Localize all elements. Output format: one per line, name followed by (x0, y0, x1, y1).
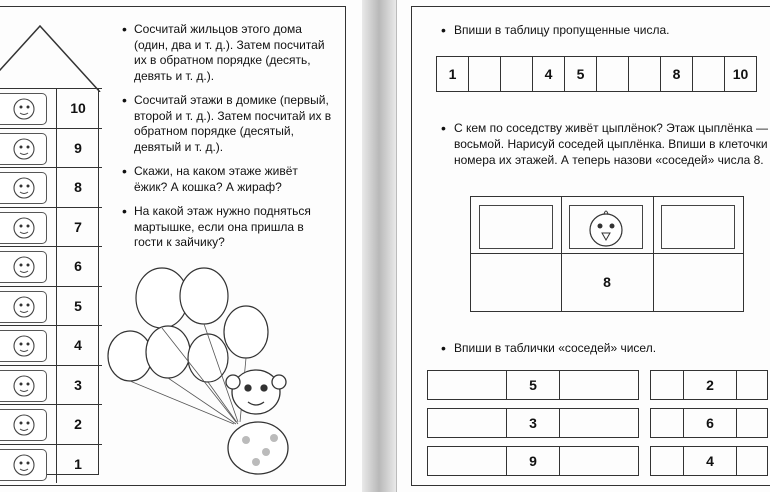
dog-icon (0, 251, 47, 283)
floor-number: 5 (56, 287, 99, 326)
empty-number-cell[interactable] (597, 57, 629, 91)
neighbor-empty-cell[interactable] (651, 447, 684, 475)
house-floor (0, 325, 102, 365)
neighbor-empty-cell[interactable] (651, 409, 684, 437)
neighbor-drawing-box[interactable] (661, 205, 735, 249)
instruction-monkey-visit: • На какой этаж нужно подняться мартышке, если она пришла в гости к зайчику? (122, 204, 334, 251)
house-floor (0, 246, 102, 286)
left-page (0, 0, 363, 492)
neighbor-drawing-box[interactable] (479, 205, 553, 249)
house-floors (0, 88, 102, 483)
floor-number: 8 (56, 168, 99, 207)
chick-icon (0, 172, 47, 204)
grid-divider (653, 197, 654, 311)
neighbor-table (427, 370, 639, 400)
empty-number-cell[interactable] (469, 57, 501, 91)
floor-number: 6 (56, 247, 99, 286)
floor-number: 1 (56, 445, 99, 484)
book-gutter (362, 0, 396, 492)
left-instructions (122, 22, 334, 260)
balloon-icon (224, 306, 268, 358)
instruction-which-floor: • Скажи, на каком этаже живёт ёжик? А кошка? А жираф? (122, 164, 334, 195)
neighbor-center-number: 2 (684, 371, 737, 399)
number-cell: 1 (437, 57, 469, 91)
neighbor-center-number: 4 (684, 447, 737, 475)
neighbor-table (427, 408, 639, 438)
floor-number: 10 (56, 89, 99, 128)
neighbor-empty-cell[interactable] (737, 371, 767, 399)
neighbor-empty-cell[interactable] (560, 447, 638, 475)
floor-number: 3 (56, 366, 99, 405)
balloon-icon (108, 331, 152, 381)
chick-neighbors-grid (470, 196, 744, 312)
empty-number-cell[interactable] (501, 57, 533, 91)
neighbor-center-number: 3 (507, 409, 560, 437)
missing-numbers-table (436, 56, 757, 92)
mouse-icon (0, 370, 47, 402)
house-floor (0, 128, 102, 168)
neighbor-center-number: 9 (507, 447, 560, 475)
number-cell: 4 (533, 57, 565, 91)
chick-floor-number: 8 (603, 274, 611, 290)
neighbor-center-number: 6 (684, 409, 737, 437)
task-chick-neighbors: • С кем по соседству живёт цыплёнок? Этаж цыплёнка — восьмой. Нарисуй соседей цыплёнка. Впиши в клеточки номера их этажей. А теперь назови «соседей» числа 8. (441, 120, 770, 168)
neighbor-empty-cell[interactable] (737, 409, 767, 437)
neighbor-empty-cell[interactable] (560, 371, 638, 399)
house-floor (0, 404, 102, 444)
house-floor (0, 88, 102, 128)
cat-icon (0, 212, 47, 244)
neighbor-empty-cell[interactable] (737, 447, 767, 475)
number-cell: 5 (565, 57, 597, 91)
balloon-icon (180, 268, 228, 324)
house-floor (0, 167, 102, 207)
floor-number: 2 (56, 405, 99, 444)
house-floor (0, 365, 102, 405)
neighbor-empty-cell[interactable] (651, 371, 684, 399)
neighbor-table (427, 446, 639, 476)
rabbit-icon (0, 330, 47, 362)
chick-window (569, 205, 643, 249)
floor-number: 9 (56, 129, 99, 168)
seal-icon (0, 449, 47, 481)
house-floor (0, 286, 102, 326)
giraffe-icon (0, 93, 47, 125)
chick-icon (570, 206, 642, 248)
empty-number-cell[interactable] (629, 57, 661, 91)
number-cell: 10 (732, 66, 749, 82)
task-missing-numbers: • Впиши в таблицу пропущенные числа. (441, 22, 770, 38)
floor-number: 4 (56, 326, 99, 365)
neighbor-table (650, 446, 768, 476)
house-roof (0, 22, 140, 92)
empty-number-cell[interactable] (693, 57, 725, 91)
number-cell: 8 (661, 57, 693, 91)
bear-icon (0, 133, 47, 165)
neighbor-empty-cell[interactable] (428, 409, 507, 437)
instruction-count-floors: • Сосчитай этажи в домике (первый, второй и т. д.). Затем посчитай их в обратном порядке (десятый, девятый и т. д.). (122, 93, 334, 155)
neighbor-table (650, 408, 768, 438)
monkey-with-balloons-illustration (106, 262, 296, 484)
neighbor-empty-cell[interactable] (560, 409, 638, 437)
neighbor-empty-cell[interactable] (428, 371, 507, 399)
house-floor (0, 207, 102, 247)
fox-icon (0, 409, 47, 441)
hedgehog-icon (0, 291, 47, 323)
instruction-count-residents: • Сосчитай жильцов этого дома (один, два и т. д.). Затем посчитай их в обратном порядке (десять, девять и т. д.). (122, 22, 334, 84)
neighbor-table (650, 370, 768, 400)
neighbor-empty-cell[interactable] (428, 447, 507, 475)
neighbor-center-number: 5 (507, 371, 560, 399)
house-floor (0, 444, 102, 484)
task-number-neighbors: • Впиши в таблички «соседей» чисел. (441, 340, 770, 356)
balloon-icon (146, 326, 190, 378)
floor-number: 7 (56, 208, 99, 247)
